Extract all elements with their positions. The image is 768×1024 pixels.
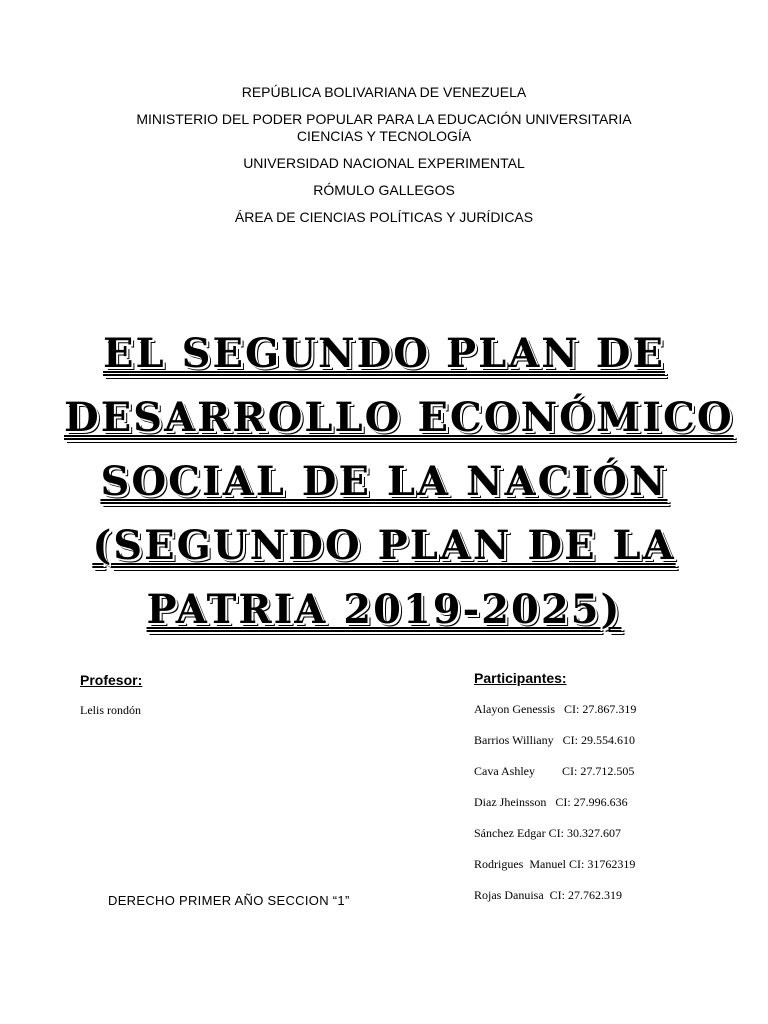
- participants-section: [474, 670, 764, 911]
- course-section: DERECHO PRIMER AÑO SECCION “1”: [108, 893, 350, 908]
- institution-header: [0, 84, 768, 236]
- participant-item: Cava Ashley CI: 27.712.505: [474, 764, 635, 778]
- title-line-3: SOCIAL DE LA NACIÓN: [100, 458, 668, 505]
- participant-item: Diaz Jheinsson CI: 27.996.636: [474, 795, 628, 809]
- professor-heading: Profesor:: [80, 672, 143, 688]
- participant-item: Barrios Williany CI: 29.554.610: [474, 733, 635, 747]
- header-area: ÁREA DE CIENCIAS POLÍTICAS Y JURÍDICAS: [234, 209, 534, 225]
- title-line-5: PATRIA 2019-2025): [146, 586, 622, 633]
- header-ministry-cont: CIENCIAS Y TECNOLOGÍA: [296, 128, 472, 144]
- header-republic: REPÚBLICA BOLIVARIANA DE VENEZUELA: [241, 84, 527, 100]
- header-university: UNIVERSIDAD NACIONAL EXPERIMENTAL: [243, 155, 525, 171]
- header-ministry: MINISTERIO DEL PODER POPULAR PARA LA EDUCACIÓN UNIVERSITARIA: [136, 111, 632, 127]
- document-title: [64, 322, 734, 642]
- participant-item: Rojas Danuisa CI: 27.762.319: [474, 888, 622, 902]
- header-university-name: RÓMULO GALLEGOS: [313, 182, 455, 198]
- title-line-1: EL SEGUNDO PLAN DE: [103, 330, 665, 377]
- professor-name: Lelis rondón: [80, 703, 141, 717]
- participants-heading: Participantes:: [474, 670, 567, 686]
- participant-item: Rodrigues Manuel CI: 31762319: [474, 857, 636, 871]
- title-line-4: (SEGUNDO PLAN DE LA: [92, 522, 676, 569]
- participant-item: Alayon Genessis CI: 27.867.319: [474, 702, 637, 716]
- title-line-2: DESARROLLO ECONÓMICO: [64, 394, 734, 441]
- professor-section: [80, 672, 380, 718]
- participant-item: Sánchez Edgar CI: 30.327.607: [474, 826, 621, 840]
